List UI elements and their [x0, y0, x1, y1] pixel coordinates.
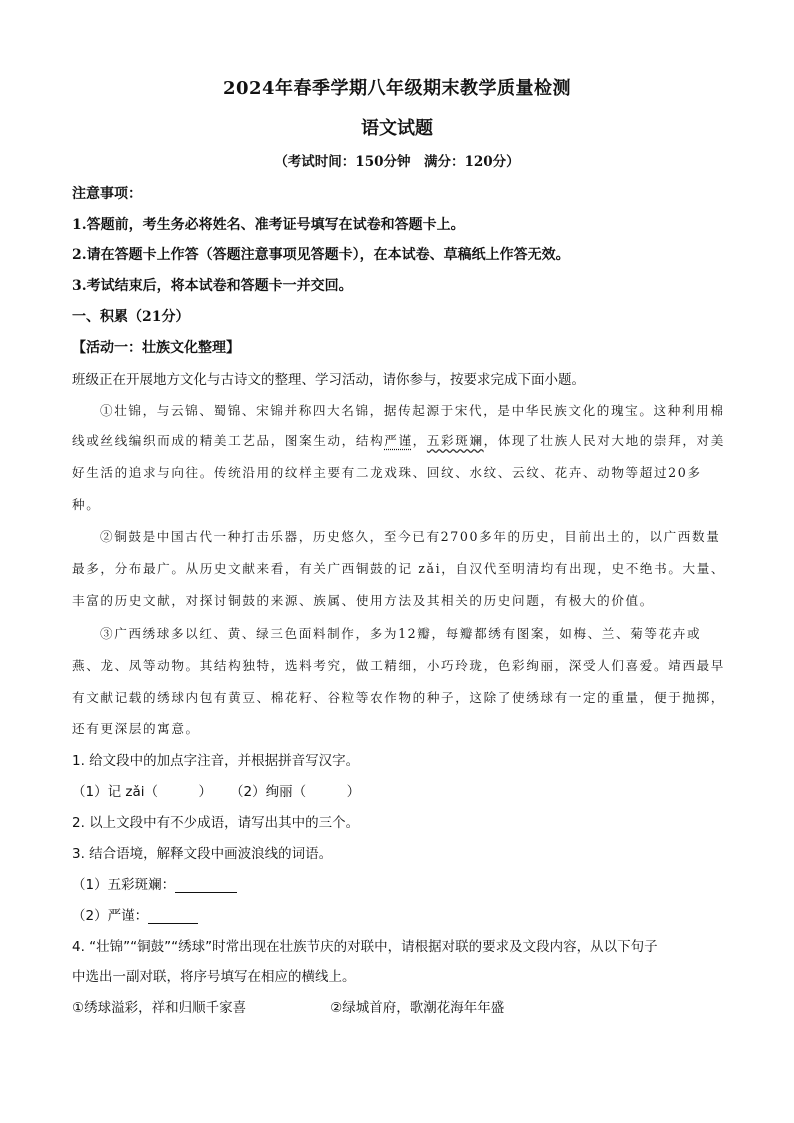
question-1-subs [72, 780, 732, 800]
exam-info: （考试时间：150分钟 满分：120分） [274, 154, 520, 170]
passage-p3-line2: 燕、龙、凤等动物。其结构独特，选料考究，做工精细，小巧玲珑，色彩绚丽，深受人们喜爱。靖西最早 [72, 658, 725, 673]
exam-title: 2024年春季学期八年级期末教学质量检测 [222, 78, 572, 99]
passage-p2-line3: 丰富的历史文献，对探讨铜鼓的来源、族属、使用方法及其相关的历史问题，有极大的价值。 [72, 593, 654, 608]
question-3-sub-2-label: （2）严谨： [72, 908, 149, 924]
passage-p1-line2-c: ，体现了壮族人民对大地的崇拜，对美 [483, 433, 725, 448]
activity-heading: 【活动一：壮族文化整理】 [72, 340, 240, 356]
question-4-option-1: ①绣球溢彩，祥和归顺千家喜 [72, 1000, 247, 1016]
answer-blank-2[interactable] [148, 909, 198, 924]
question-3-sub-1 [72, 873, 732, 893]
question-1: 1. 给文段中的加点字注音，并根据拼音写汉字。 [72, 753, 360, 769]
question-4-line1: 4. “壮锦”“铜鼓”“绣球”时常出现在壮族节庆的对联中，请根据对联的要求及文段内容，从以下句子 [72, 939, 658, 955]
notice-heading: 注意事项： [72, 186, 142, 202]
section-intro: 班级正在开展地方文化与古诗文的整理、学习活动，请你参与，按要求完成下面小题。 [72, 372, 585, 388]
passage-p2-line1: ②铜鼓是中国古代一种打击乐器，历史悠久，至今已有2700多年的历史，目前出土的，以广西数量 [100, 529, 721, 544]
section-heading: 一、积累（21分） [72, 309, 190, 325]
question-4-line2: 中选出一副对联，将序号填写在相应的横线上。 [72, 969, 356, 985]
passage-p1-line4: 种。 [72, 497, 101, 512]
notice-item-1: 1.答题前，考生务必将姓名、准考证号填写在试卷和答题卡上。 [72, 217, 465, 233]
passage-p1-wavy-word: 五彩斑斓 [426, 433, 484, 448]
passage-p3-line3: 有文献记载的绣球内包有黄豆、棉花籽、谷粒等农作物的种子，这除了使绣球有一定的重量，便于抛掷， [72, 690, 725, 705]
notice-item-3: 3.考试结束后，将本试卷和答题卡一并交回。 [72, 278, 353, 294]
question-4-option-2: ②绿城首府，歌潮花海年年盛 [330, 1000, 505, 1016]
passage-p2-line2: 最多，分布最广。从历史文献来看，有关广西铜鼓的记 zǎi，自汉代至明清均有出现，史不绝书。大量、 [72, 561, 726, 576]
answer-blank-1[interactable] [175, 878, 237, 893]
question-3-sub-2 [72, 904, 732, 924]
passage-p1-line3: 好生活的追求与向往。传统沿用的纹样主要有二龙戏珠、回纹、水纹、云纹、花卉、动物等超过20多 [72, 465, 702, 480]
passage-p1-line1: ①壮锦，与云锦、蜀锦、宋锦并称四大名锦，据传起源于宋代，是中华民族文化的瑰宝。这种利用棉 [100, 403, 725, 418]
passage-p3-line1: ③广西绣球多以红、黄、绿三色面料制作，多为12瓣，每瓣都绣有图案，如梅、兰、菊等花卉或 [100, 626, 702, 641]
passage-p1-underlined-word-1: 严谨 [384, 433, 413, 448]
passage-p1-line2-b: ， [412, 433, 427, 448]
passage-p3-line4: 还有更深层的寓意。 [72, 721, 200, 736]
passage-p1-line2 [72, 430, 732, 449]
notice-item-2: 2.请在答题卡上作答（答题注意事项见答题卡），在本试卷、草稿纸上作答无效。 [72, 247, 570, 263]
exam-subtitle: 语文试题 [361, 118, 433, 139]
question-2: 2. 以上文段中有不少成语，请写出其中的三个。 [72, 815, 360, 831]
question-3: 3. 结合语境，解释文段中画波浪线的词语。 [72, 846, 333, 862]
question-4-options [72, 996, 732, 1016]
question-1-sub-2: （2）绚丽（ ） [230, 784, 361, 800]
question-3-sub-1-label: （1）五彩斑斓： [72, 877, 176, 893]
passage-p1-line2-a: 线或丝线编织而成的精美工艺品，图案生动，结构 [72, 433, 385, 448]
question-1-sub-1: （1）记 zǎi（ ） [72, 784, 212, 800]
